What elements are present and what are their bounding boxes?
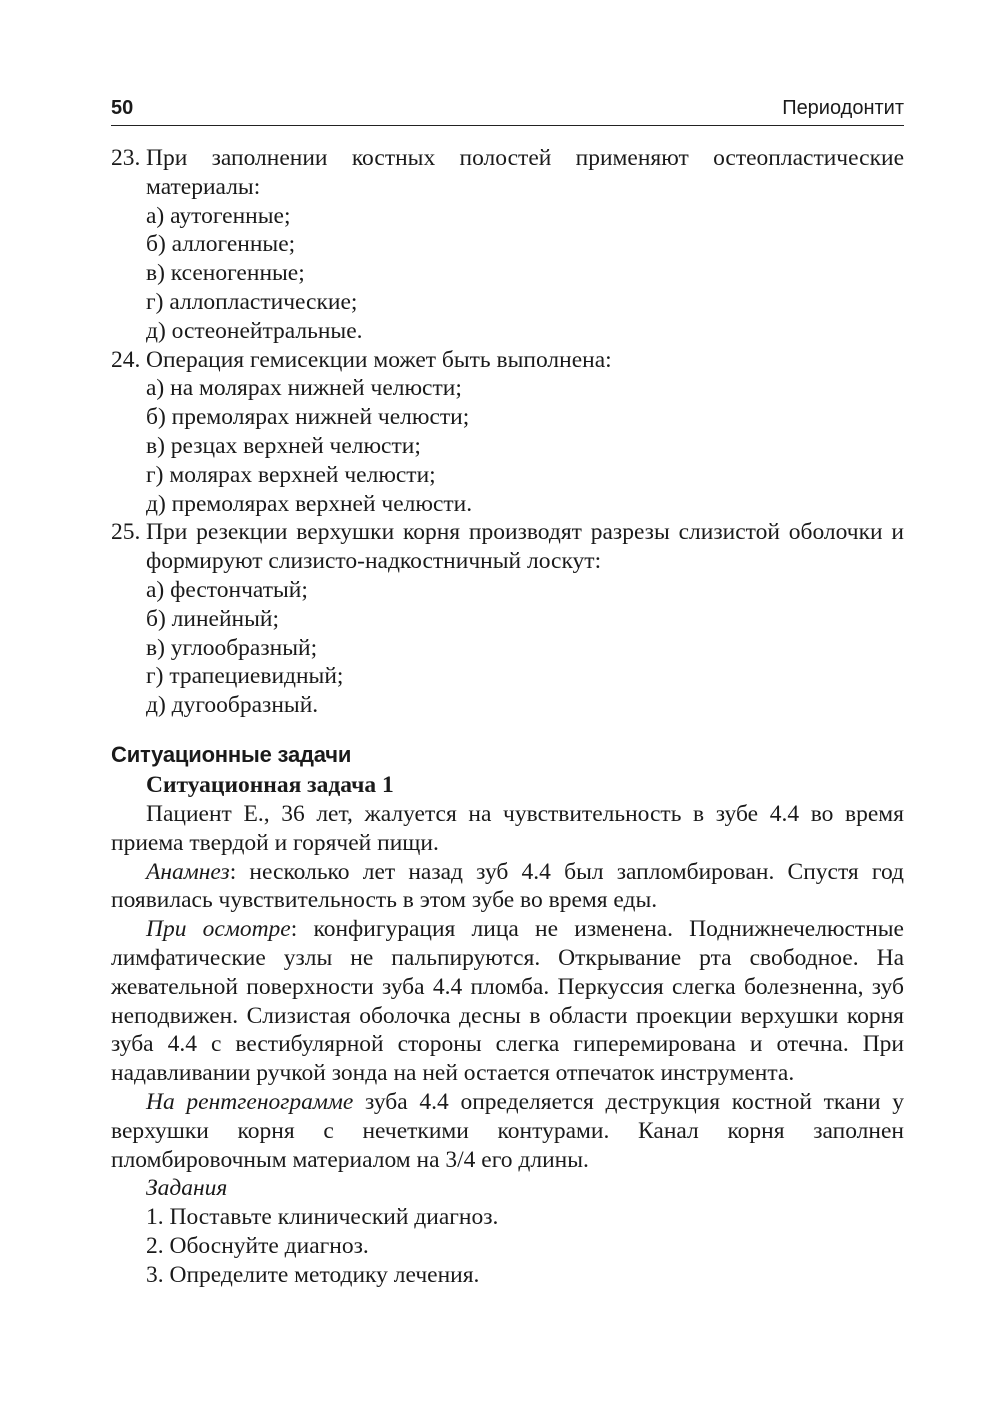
answer-option: д) остеонейтральные.: [146, 317, 363, 344]
examination-text: : конфигурация лица не изменена. Поднижнечелюстные лимфатические узлы не пальпируются. Открывание рта свободное. На жевательной поверхности зуба 4.4 пломба. Перкуссия слегка болезненна, зуб неподвижен. Слизистая оболочка десны в области проекции верхушки корня зуба 4.4 с вестибулярной стороны слегка гиперемирована и отечна. При надавливании ручкой зонда на ней остается отпечаток инструмента.: [111, 916, 904, 1087]
question-number: 24.: [111, 346, 141, 373]
answer-option: в) углообразный;: [146, 634, 318, 661]
question-text: При заполнении костных полостей применяют остеопластические материалы:: [146, 145, 904, 200]
assignment-item: 1. Поставьте клинический диагноз.: [146, 1204, 499, 1231]
anamnesis-label: Анамнез: [146, 858, 230, 885]
question-number: 25.: [111, 519, 141, 546]
answer-option: г) аллопластические;: [146, 288, 358, 315]
answer-option: в) резцах верхней челюсти;: [146, 432, 421, 459]
assignment-item: 2. Обоснуйте диагноз.: [146, 1232, 369, 1259]
question-text: При резекции верхушки корня производят разрезы слизистой оболочки и формируют слизисто-надкостничный лоскут:: [146, 519, 904, 575]
anamnesis-paragraph: [111, 858, 904, 916]
answer-option: б) аллогенные;: [146, 231, 296, 258]
anamnesis-text: : несколько лет назад зуб 4.4 был запломбирован. Спустя год появилась чувствительность в этом зубе во время еды.: [111, 858, 904, 914]
answer-option: а) аутогенные;: [146, 202, 291, 229]
running-title: Периодонтит: [782, 97, 904, 119]
xray-text: зуба 4.4 определяется деструкция костной ткани у верхушки корня с нечеткими контурами. Канал корня заполнен пломбировочным материалом на 3/4 его длины.: [111, 1088, 904, 1173]
section-title: Ситуационные задачи: [111, 741, 352, 767]
answer-option: г) молярах верхней челюсти;: [146, 461, 436, 488]
answer-option: г) трапециевидный;: [146, 663, 344, 690]
xray-paragraph: [111, 1088, 904, 1174]
answer-option: а) на молярах нижней челюсти;: [146, 375, 462, 402]
answer-option: б) линейный;: [146, 605, 280, 632]
question-text: Операция гемисекции может быть выполнена:: [146, 346, 612, 373]
question-number: 23.: [111, 145, 141, 171]
assignment-item: 3. Определите методику лечения.: [146, 1261, 480, 1288]
answer-option: б) премолярах нижней челюсти;: [146, 404, 470, 431]
question-25: [111, 518, 904, 720]
examination-label: При осмотре: [146, 916, 291, 943]
xray-label: На рентгенограмме: [146, 1088, 354, 1115]
question-23: [111, 144, 904, 346]
assignments-title: Задания: [146, 1175, 228, 1202]
answer-option: д) дугообразный.: [146, 692, 319, 719]
examination-paragraph: [111, 915, 904, 1088]
answer-option: а) фестончатый;: [146, 576, 308, 603]
task-title: Ситуационная задача 1: [146, 771, 394, 798]
page-content: [111, 144, 904, 1289]
answer-option: в) ксеногенные;: [146, 260, 305, 287]
page-header: [111, 95, 904, 126]
question-24: [111, 346, 904, 519]
complaint-paragraph: Пациент Е., 36 лет, жалуется на чувствительность в зубе 4.4 во время приема твердой и горячей пищи.: [111, 800, 904, 856]
page-number: 50: [111, 97, 134, 119]
answer-option: д) премолярах верхней челюсти.: [146, 490, 473, 517]
